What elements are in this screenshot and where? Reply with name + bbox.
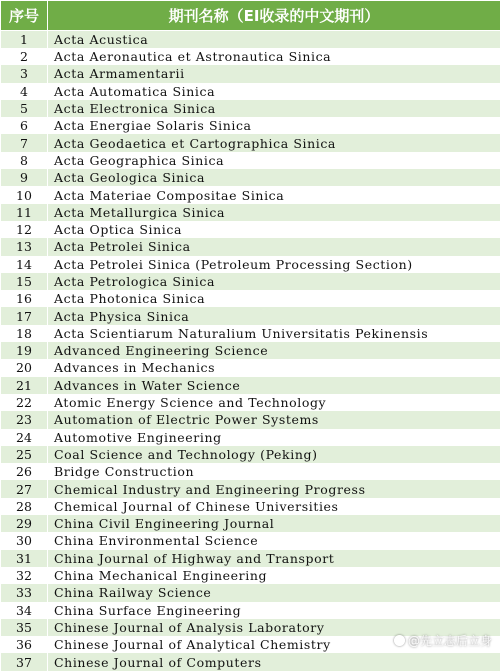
journal-name: Advances in Water Science bbox=[48, 377, 500, 394]
row-index: 23 bbox=[1, 411, 48, 428]
row-index: 14 bbox=[1, 256, 48, 273]
table-row bbox=[1, 238, 500, 255]
row-index: 27 bbox=[1, 480, 48, 497]
journal-name: Acta Petrologica Sinica bbox=[48, 273, 500, 290]
watermark-text: @先立志后立身 bbox=[408, 632, 492, 649]
row-index: 29 bbox=[1, 515, 48, 532]
journal-name: Chinese Journal of Computers bbox=[48, 653, 500, 670]
table-row bbox=[1, 515, 500, 532]
journal-name: China Civil Engineering Journal bbox=[48, 515, 500, 532]
row-index: 22 bbox=[1, 394, 48, 411]
journal-name: Acta Petrolei Sinica bbox=[48, 238, 500, 255]
journal-name: Acta Acustica bbox=[48, 31, 500, 49]
row-index: 15 bbox=[1, 273, 48, 290]
row-index: 25 bbox=[1, 446, 48, 463]
journal-name: Acta Armamentarii bbox=[48, 65, 500, 82]
journal-name: Bridge Construction bbox=[48, 463, 500, 480]
journal-name: Automation of Electric Power Systems bbox=[48, 411, 500, 428]
journal-name: Acta Petrolei Sinica (Petroleum Processing Section) bbox=[48, 256, 500, 273]
journal-name: China Mechanical Engineering bbox=[48, 567, 500, 584]
journal-name: Acta Electronica Sinica bbox=[48, 100, 500, 117]
table-row bbox=[1, 48, 500, 65]
row-index: 9 bbox=[1, 169, 48, 186]
journal-name: Acta Metallurgica Sinica bbox=[48, 204, 500, 221]
table-row bbox=[1, 186, 500, 203]
row-index: 13 bbox=[1, 238, 48, 255]
journal-name: Acta Optica Sinica bbox=[48, 221, 500, 238]
row-index: 33 bbox=[1, 584, 48, 601]
table-row bbox=[1, 83, 500, 100]
row-index: 31 bbox=[1, 550, 48, 567]
table-row bbox=[1, 273, 500, 290]
row-index: 37 bbox=[1, 653, 48, 670]
table-row bbox=[1, 325, 500, 342]
row-index: 3 bbox=[1, 65, 48, 82]
table-row bbox=[1, 429, 500, 446]
journal-name: Atomic Energy Science and Technology bbox=[48, 394, 500, 411]
table-row bbox=[1, 394, 500, 411]
journal-name: Acta Geographica Sinica bbox=[48, 152, 500, 169]
table-row bbox=[1, 567, 500, 584]
journal-name: Advances in Mechanics bbox=[48, 359, 500, 376]
row-index: 7 bbox=[1, 134, 48, 151]
journal-name: Acta Materiae Compositae Sinica bbox=[48, 186, 500, 203]
row-index: 6 bbox=[1, 117, 48, 134]
table-row bbox=[1, 221, 500, 238]
journal-name: China Environmental Science bbox=[48, 532, 500, 549]
table-row bbox=[1, 290, 500, 307]
row-index: 5 bbox=[1, 100, 48, 117]
journal-name: Acta Aeronautica et Astronautica Sinica bbox=[48, 48, 500, 65]
row-index: 10 bbox=[1, 186, 48, 203]
row-index: 16 bbox=[1, 290, 48, 307]
table-row bbox=[1, 463, 500, 480]
table-row bbox=[1, 532, 500, 549]
header-row bbox=[1, 1, 500, 31]
journal-name: Chinese Journal of Analysis Laboratory bbox=[48, 619, 500, 636]
journal-name: Acta Geodaetica et Cartographica Sinica bbox=[48, 134, 500, 151]
journal-name: China Railway Science bbox=[48, 584, 500, 601]
watermark bbox=[394, 632, 492, 649]
header-index: 序号 bbox=[1, 1, 48, 31]
row-index: 21 bbox=[1, 377, 48, 394]
row-index: 4 bbox=[1, 83, 48, 100]
table-row bbox=[1, 152, 500, 169]
table-row bbox=[1, 65, 500, 82]
table-row bbox=[1, 100, 500, 117]
row-index: 12 bbox=[1, 221, 48, 238]
row-index: 8 bbox=[1, 152, 48, 169]
row-index: 1 bbox=[1, 31, 48, 49]
row-index: 28 bbox=[1, 498, 48, 515]
row-index: 34 bbox=[1, 602, 48, 619]
row-index: 30 bbox=[1, 532, 48, 549]
row-index: 20 bbox=[1, 359, 48, 376]
table-row bbox=[1, 584, 500, 601]
journal-name: Advanced Engineering Science bbox=[48, 342, 500, 359]
journal-name: Chinese Journal of Analytical Chemistry bbox=[48, 636, 500, 653]
table-row bbox=[1, 117, 500, 134]
journal-name: China Journal of Highway and Transport bbox=[48, 550, 500, 567]
journal-name: Acta Physica Sinica bbox=[48, 307, 500, 324]
journal-name: Acta Energiae Solaris Sinica bbox=[48, 117, 500, 134]
table-row bbox=[1, 550, 500, 567]
journal-name: Acta Scientiarum Naturalium Universitatis Pekinensis bbox=[48, 325, 500, 342]
row-index: 19 bbox=[1, 342, 48, 359]
search-icon bbox=[394, 635, 405, 646]
row-index: 32 bbox=[1, 567, 48, 584]
row-index: 26 bbox=[1, 463, 48, 480]
table-row bbox=[1, 204, 500, 221]
table-row bbox=[1, 653, 500, 670]
journal-name: Coal Science and Technology (Peking) bbox=[48, 446, 500, 463]
journal-name: Chemical Industry and Engineering Progress bbox=[48, 480, 500, 497]
table-body bbox=[1, 31, 500, 671]
journal-name: Acta Automatica Sinica bbox=[48, 83, 500, 100]
journal-name: Automotive Engineering bbox=[48, 429, 500, 446]
row-index: 17 bbox=[1, 307, 48, 324]
journal-name: Acta Photonica Sinica bbox=[48, 290, 500, 307]
journal-name: Chemical Journal of Chinese Universities bbox=[48, 498, 500, 515]
row-index: 35 bbox=[1, 619, 48, 636]
row-index: 36 bbox=[1, 636, 48, 653]
table-row bbox=[1, 359, 500, 376]
table-row bbox=[1, 307, 500, 324]
row-index: 24 bbox=[1, 429, 48, 446]
table-header bbox=[1, 1, 500, 31]
table-row bbox=[1, 342, 500, 359]
row-index: 11 bbox=[1, 204, 48, 221]
table-row bbox=[1, 411, 500, 428]
table-row bbox=[1, 480, 500, 497]
table-row bbox=[1, 602, 500, 619]
journal-name: Acta Geologica Sinica bbox=[48, 169, 500, 186]
table-row bbox=[1, 134, 500, 151]
journal-name: China Surface Engineering bbox=[48, 602, 500, 619]
table-row bbox=[1, 446, 500, 463]
table-row bbox=[1, 256, 500, 273]
header-journal-name: 期刊名称（EI收录的中文期刊） bbox=[48, 1, 500, 31]
table-row bbox=[1, 498, 500, 515]
row-index: 2 bbox=[1, 48, 48, 65]
row-index: 18 bbox=[1, 325, 48, 342]
table-row bbox=[1, 377, 500, 394]
table-row bbox=[1, 31, 500, 49]
table-row bbox=[1, 169, 500, 186]
